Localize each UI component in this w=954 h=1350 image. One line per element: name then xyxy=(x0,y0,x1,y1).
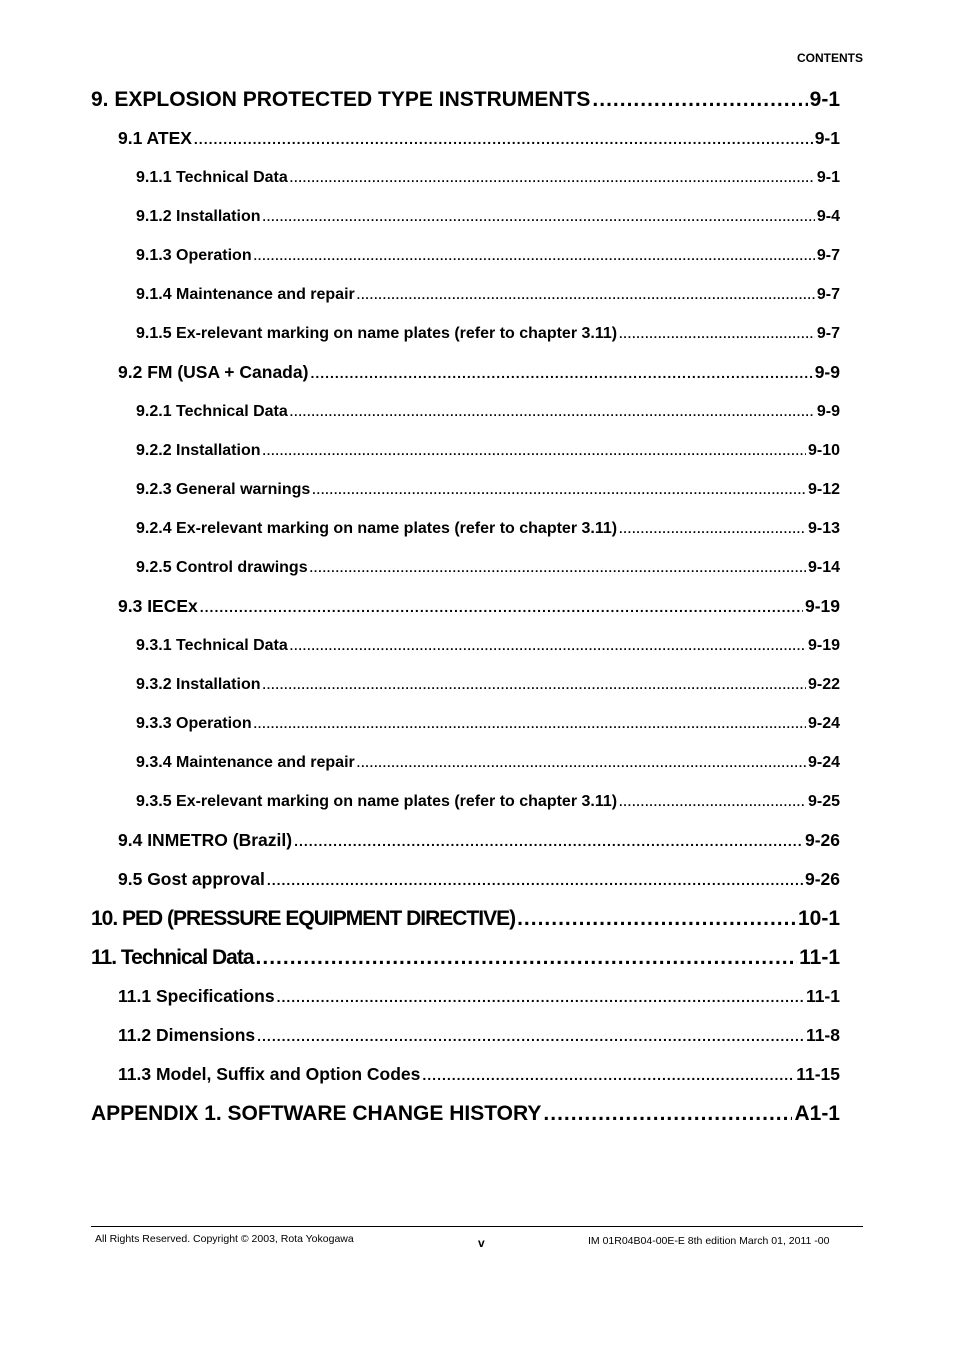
toc-entry-title: 11.1 Specifications xyxy=(118,986,275,1006)
dot-leader xyxy=(290,393,815,431)
dot-leader xyxy=(357,276,815,314)
running-header: CONTENTS xyxy=(797,51,863,65)
toc-entry-title: 9.2 FM (USA + Canada) xyxy=(118,362,309,382)
dot-leader xyxy=(517,899,796,938)
toc-entry-page: 9-9 xyxy=(814,362,840,382)
toc-entry[interactable] xyxy=(91,821,840,860)
toc-entry-title: 9.5 Gost approval xyxy=(118,869,265,889)
toc-entry[interactable] xyxy=(91,158,840,197)
toc-entry-page: 9-26 xyxy=(804,830,840,850)
toc-entry-title: 9.2.2 Installation xyxy=(136,442,261,459)
toc-entry[interactable] xyxy=(91,665,840,704)
footer-document-id: IM 01R04B04-00E-E 8th edition March 01, 2011 -00 xyxy=(588,1235,830,1247)
dot-leader xyxy=(262,432,805,470)
footer-copyright: All Rights Reserved. Copyright © 2003, Rota Yokogawa xyxy=(95,1233,354,1245)
toc-entry-page: 9-12 xyxy=(807,481,840,498)
toc-entry[interactable] xyxy=(91,704,840,743)
toc-entry-title: 11. Technical Data xyxy=(91,946,254,969)
toc-entry-page: 9-7 xyxy=(816,247,840,264)
toc-entry-page: 9-1 xyxy=(816,169,840,186)
toc-entry-page: 10-1 xyxy=(797,907,840,930)
toc-entry-title: APPENDIX 1. SOFTWARE CHANGE HISTORY xyxy=(91,1102,542,1125)
dot-leader xyxy=(200,588,803,626)
toc-entry-page: 9-24 xyxy=(807,754,840,771)
dot-leader xyxy=(256,938,798,977)
dot-leader xyxy=(357,744,806,782)
toc-entry-page: 11-8 xyxy=(805,1025,840,1045)
toc-entry[interactable] xyxy=(91,236,840,275)
toc-entry[interactable] xyxy=(91,392,840,431)
toc-entry[interactable] xyxy=(91,587,840,626)
toc-entry-title: 11.2 Dimensions xyxy=(118,1025,256,1045)
toc-entry-page: 9-9 xyxy=(816,403,840,420)
toc-entry[interactable] xyxy=(91,860,840,899)
toc-entry[interactable] xyxy=(91,119,840,158)
toc-entry[interactable] xyxy=(91,938,840,977)
dot-leader xyxy=(543,1094,792,1133)
toc-entry-title: 9.3.1 Technical Data xyxy=(136,637,288,654)
toc-entry[interactable] xyxy=(91,626,840,665)
toc-entry-title: 9.4 INMETRO (Brazil) xyxy=(118,830,293,850)
dot-leader xyxy=(294,822,803,860)
dot-leader xyxy=(422,1056,794,1094)
toc-entry-title: 9.1.5 Ex-relevant marking on name plates (refer to chapter 3.11) xyxy=(136,325,618,342)
dot-leader xyxy=(310,354,812,392)
toc-entry[interactable] xyxy=(91,899,840,938)
toc-entry[interactable] xyxy=(91,548,840,587)
toc-entry-page: 9-1 xyxy=(809,88,840,111)
toc-entry-title: 9.1.3 Operation xyxy=(136,247,252,264)
toc-entry-page: 11-15 xyxy=(796,1064,840,1084)
toc-entry-title: 9.3.3 Operation xyxy=(136,715,252,732)
toc-entry-page: 9-19 xyxy=(804,596,840,616)
toc-entry-title: 9.2.5 Control drawings xyxy=(136,559,308,576)
toc-entry-title: 9.1.4 Maintenance and repair xyxy=(136,286,355,303)
dot-leader xyxy=(290,159,815,197)
toc-entry-page: 9-10 xyxy=(807,442,840,459)
dot-leader xyxy=(312,471,806,509)
toc-entry-page: 9-14 xyxy=(807,559,840,576)
toc-entry-page: 9-19 xyxy=(807,637,840,654)
toc-entry-page: 9-7 xyxy=(816,286,840,303)
toc-entry-title: 9.2.4 Ex-relevant marking on name plates (refer to chapter 3.11) xyxy=(136,520,618,537)
toc-entry-page: 9-4 xyxy=(816,208,840,225)
toc-entry[interactable] xyxy=(91,314,840,353)
dot-leader xyxy=(592,80,807,119)
toc-entry-page: 9-13 xyxy=(807,520,840,537)
toc-entry-page: 11-1 xyxy=(799,946,840,969)
toc-entry[interactable] xyxy=(91,743,840,782)
footer-divider xyxy=(91,1226,863,1227)
dot-leader xyxy=(267,861,803,899)
toc-entry[interactable] xyxy=(91,470,840,509)
toc-entry-title: 11.3 Model, Suffix and Option Codes xyxy=(118,1064,421,1084)
toc-entry-title: 9.1.2 Installation xyxy=(136,208,261,225)
table-of-contents xyxy=(91,80,840,1133)
toc-entry[interactable] xyxy=(91,80,840,119)
toc-entry-page: A1-1 xyxy=(794,1102,840,1125)
toc-entry[interactable] xyxy=(91,1016,840,1055)
dot-leader xyxy=(254,237,815,275)
toc-entry-page: 9-22 xyxy=(807,676,840,693)
toc-entry[interactable] xyxy=(91,977,840,1016)
toc-entry-title: 9.3.4 Maintenance and repair xyxy=(136,754,355,771)
dot-leader xyxy=(619,783,806,821)
toc-entry-page: 9-26 xyxy=(804,869,840,889)
toc-entry-page: 9-25 xyxy=(807,793,840,810)
toc-entry[interactable] xyxy=(91,1094,840,1133)
footer-page-number: v xyxy=(478,1236,485,1250)
toc-entry-title: 9.3.5 Ex-relevant marking on name plates (refer to chapter 3.11) xyxy=(136,793,618,810)
toc-entry[interactable] xyxy=(91,197,840,236)
toc-entry[interactable] xyxy=(91,782,840,821)
dot-leader xyxy=(194,120,813,158)
dot-leader xyxy=(262,666,805,704)
dot-leader xyxy=(290,627,806,665)
toc-entry-title: 9.1 ATEX xyxy=(118,128,192,148)
toc-entry-title: 9.2.1 Technical Data xyxy=(136,403,288,420)
dot-leader xyxy=(619,315,815,353)
toc-entry-title: 9.2.3 General warnings xyxy=(136,481,311,498)
toc-entry-page: 11-1 xyxy=(805,986,840,1006)
toc-entry-title: 9.3.2 Installation xyxy=(136,676,261,693)
toc-entry-page: 9-24 xyxy=(807,715,840,732)
dot-leader xyxy=(619,510,806,548)
toc-entry-title: 9. EXPLOSION PROTECTED TYPE INSTRUMENTS xyxy=(91,88,591,111)
dot-leader xyxy=(262,198,814,236)
dot-leader xyxy=(277,978,804,1016)
toc-entry[interactable] xyxy=(91,353,840,392)
toc-entry-title: 9.3 IECEx xyxy=(118,596,198,616)
toc-entry[interactable] xyxy=(91,431,840,470)
toc-entry-title: 10. PED (PRESSURE EQUIPMENT DIRECTIVE) xyxy=(91,907,516,930)
toc-entry[interactable] xyxy=(91,1055,840,1094)
toc-entry-page: 9-1 xyxy=(814,128,840,148)
dot-leader xyxy=(310,549,806,587)
toc-entry[interactable] xyxy=(91,275,840,314)
toc-entry-page: 9-7 xyxy=(816,325,840,342)
dot-leader xyxy=(257,1017,804,1055)
toc-entry[interactable] xyxy=(91,509,840,548)
toc-entry-title: 9.1.1 Technical Data xyxy=(136,169,288,186)
dot-leader xyxy=(254,705,806,743)
